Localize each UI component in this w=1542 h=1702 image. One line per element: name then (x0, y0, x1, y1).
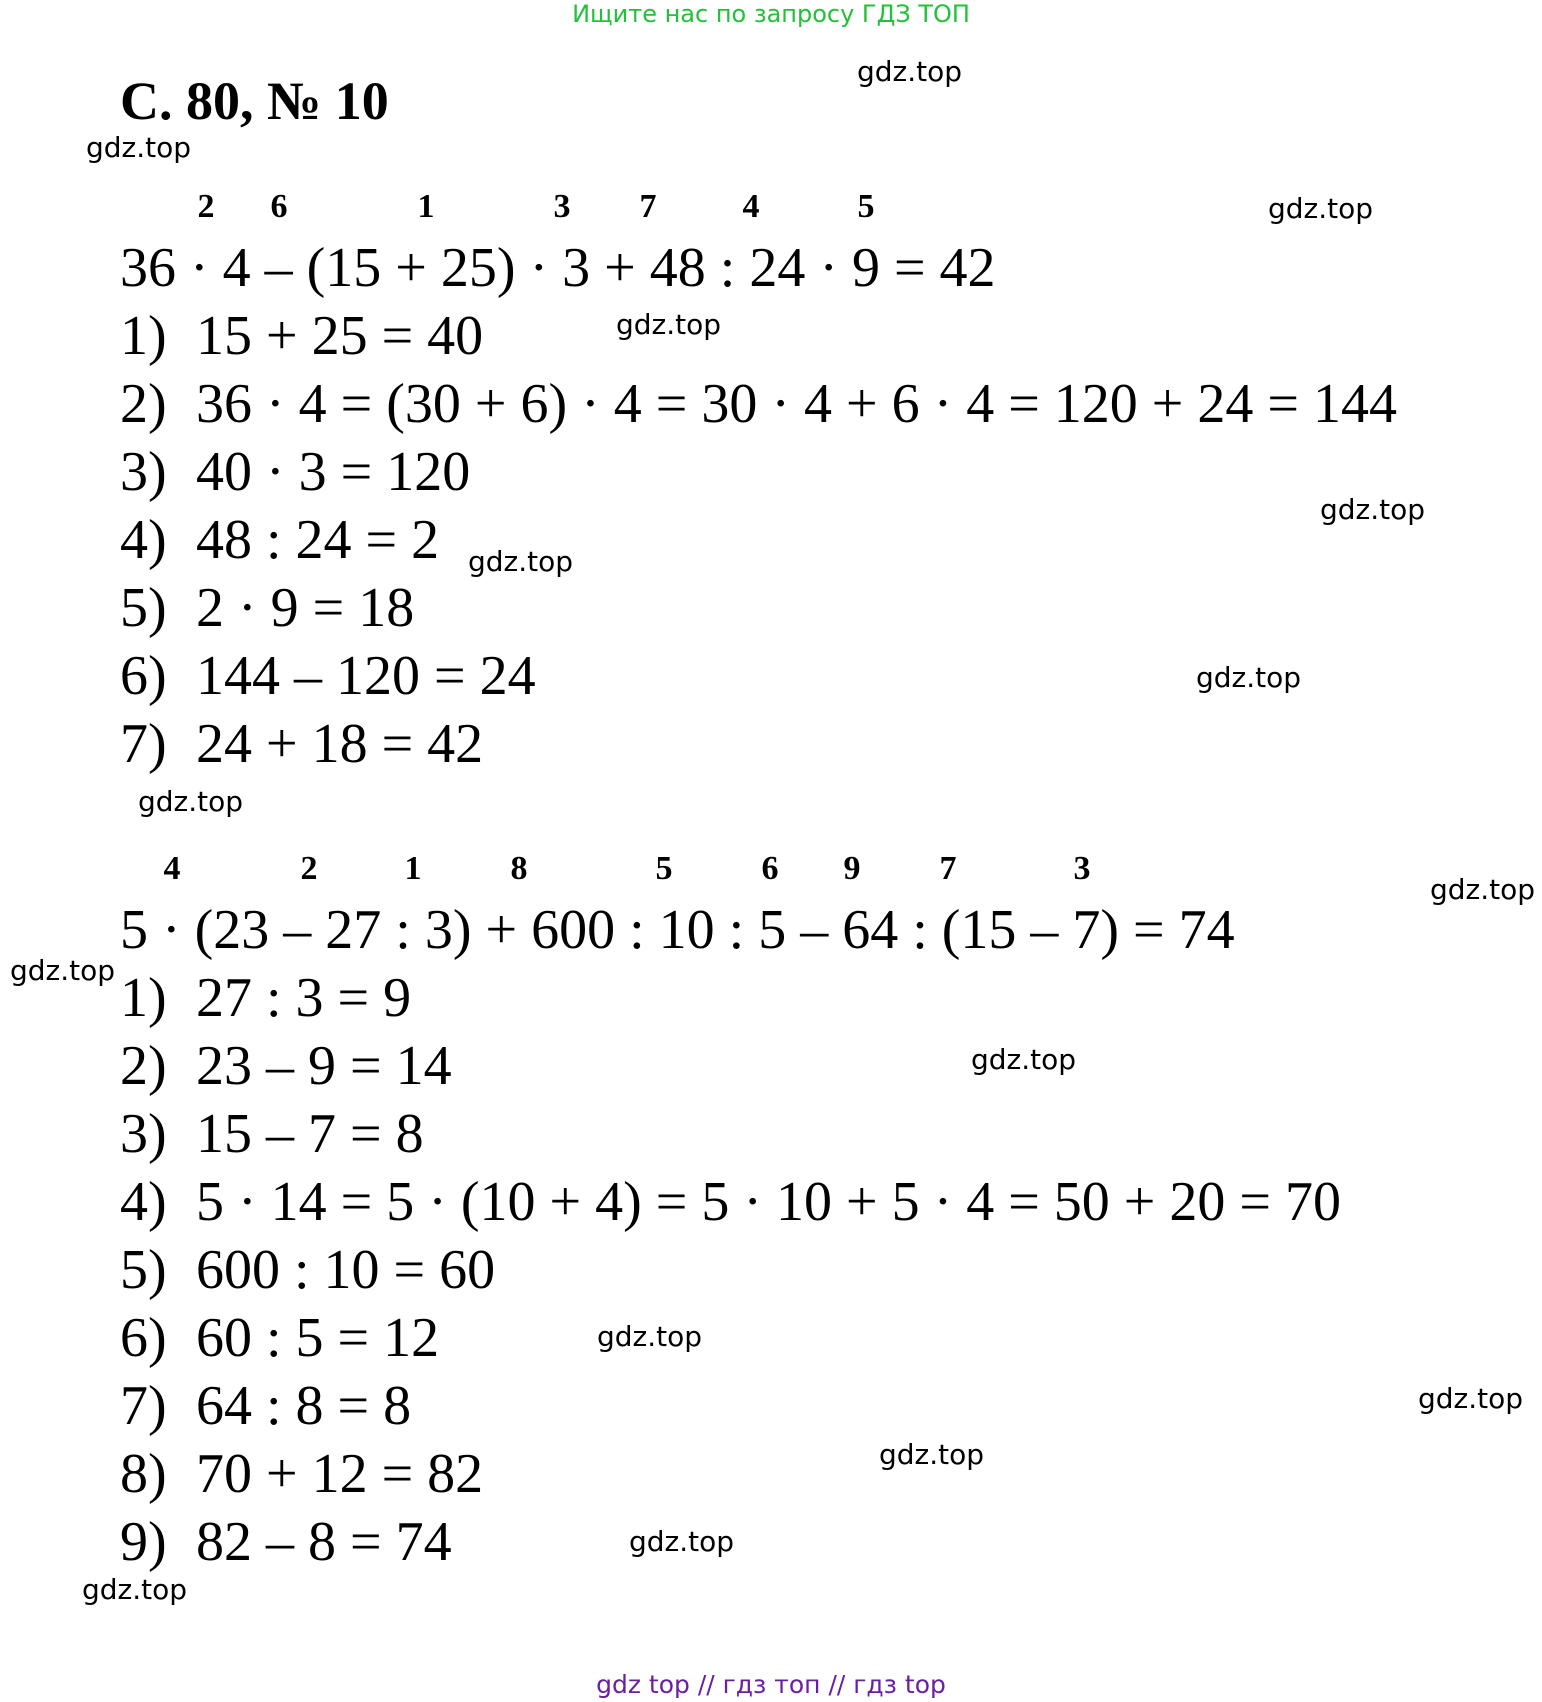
step-text: 23 – 9 = 14 (196, 1035, 452, 1097)
watermark: gdz.top (1196, 661, 1302, 694)
step-text: 600 : 10 = 60 (196, 1239, 496, 1301)
order-number: 5 (655, 850, 673, 887)
solution-step (120, 305, 484, 367)
solution-step (120, 713, 484, 775)
step-text: 24 + 18 = 42 (196, 713, 484, 775)
order-number: 4 (163, 850, 181, 887)
solution-step (120, 1307, 440, 1369)
solution-step (120, 967, 412, 1029)
order-number: 4 (742, 188, 760, 225)
step-text: 60 : 5 = 12 (196, 1307, 440, 1369)
watermark: gdz.top (971, 1043, 1077, 1076)
order-number: 1 (417, 188, 435, 225)
step-number: 7) (120, 1375, 167, 1437)
step-number: 6) (120, 645, 167, 707)
step-text: 27 : 3 = 9 (196, 967, 412, 1029)
step-text: 82 – 8 = 74 (196, 1511, 452, 1573)
order-number: 7 (939, 850, 957, 887)
solution-step (120, 1443, 484, 1505)
step-number: 4) (120, 509, 167, 571)
order-number: 3 (553, 188, 571, 225)
step-number: 1) (120, 305, 167, 367)
step-number: 5) (120, 1239, 167, 1301)
order-number: 6 (270, 188, 288, 225)
watermark: gdz.top (468, 545, 574, 578)
watermark: gdz.top (1430, 873, 1536, 906)
order-number: 7 (639, 188, 657, 225)
watermark: gdz.top (82, 1573, 188, 1606)
step-text: 15 + 25 = 40 (196, 305, 484, 367)
step-text: 2 · 9 = 18 (196, 577, 415, 639)
solution-step (120, 1239, 496, 1301)
watermark: gdz.top (1268, 192, 1374, 225)
order-number: 9 (843, 850, 861, 887)
order-number: 3 (1073, 850, 1091, 887)
solution-step (120, 1511, 452, 1573)
watermark: gdz.top (10, 954, 116, 987)
step-number: 4) (120, 1171, 167, 1233)
watermark: gdz.top (597, 1320, 703, 1353)
order-number: 8 (510, 850, 528, 887)
step-number: 5) (120, 577, 167, 639)
solution-step (120, 645, 536, 707)
watermark: gdz.top (86, 131, 192, 164)
watermark: gdz.top (138, 785, 244, 818)
step-number: 3) (120, 1103, 167, 1165)
footer-links[interactable]: gdz top // гдз топ // гдз top (596, 1670, 946, 1699)
solution-step (120, 1171, 1341, 1233)
solution-step (120, 509, 440, 571)
solution-step (120, 441, 471, 503)
watermark: gdz.top (616, 308, 722, 341)
problem1-expression: 36 · 4 – (15 + 25) · 3 + 48 : 24 · 9 = 42 (120, 237, 996, 299)
step-number: 7) (120, 713, 167, 775)
order-number: 2 (300, 850, 318, 887)
step-number: 2) (120, 373, 167, 435)
step-number: 8) (120, 1443, 167, 1505)
watermark: gdz.top (1418, 1382, 1524, 1415)
step-text: 40 · 3 = 120 (196, 441, 471, 503)
watermark: gdz.top (629, 1525, 735, 1558)
step-number: 2) (120, 1035, 167, 1097)
solution-step (120, 373, 1397, 435)
page-title: С. 80, № 10 (120, 71, 389, 131)
solution-step (120, 577, 415, 639)
problem2-expression: 5 · (23 – 27 : 3) + 600 : 10 : 5 – 64 : (15 – 7) = 74 (120, 899, 1235, 961)
step-text: 70 + 12 = 82 (196, 1443, 484, 1505)
step-number: 6) (120, 1307, 167, 1369)
watermark: gdz.top (857, 55, 963, 88)
order-number: 5 (857, 188, 875, 225)
order-number: 1 (404, 850, 422, 887)
order-number: 6 (761, 850, 779, 887)
step-number: 1) (120, 967, 167, 1029)
step-text: 144 – 120 = 24 (196, 645, 536, 707)
search-hint-link[interactable]: Ищите нас по запросу ГДЗ ТОП (572, 0, 970, 28)
solution-step (120, 1375, 412, 1437)
step-number: 9) (120, 1511, 167, 1573)
order-number: 2 (197, 188, 215, 225)
step-text: 15 – 7 = 8 (196, 1103, 424, 1165)
watermark: gdz.top (1320, 493, 1426, 526)
step-text: 36 · 4 = (30 + 6) · 4 = 30 · 4 + 6 · 4 = 120 + 24 = 144 (196, 373, 1397, 435)
solution-step (120, 1035, 452, 1097)
step-number: 3) (120, 441, 167, 503)
solution-step (120, 1103, 424, 1165)
step-text: 64 : 8 = 8 (196, 1375, 412, 1437)
step-text: 5 · 14 = 5 · (10 + 4) = 5 · 10 + 5 · 4 = 50 + 20 = 70 (196, 1171, 1341, 1233)
watermark: gdz.top (879, 1438, 985, 1471)
step-text: 48 : 24 = 2 (196, 509, 440, 571)
